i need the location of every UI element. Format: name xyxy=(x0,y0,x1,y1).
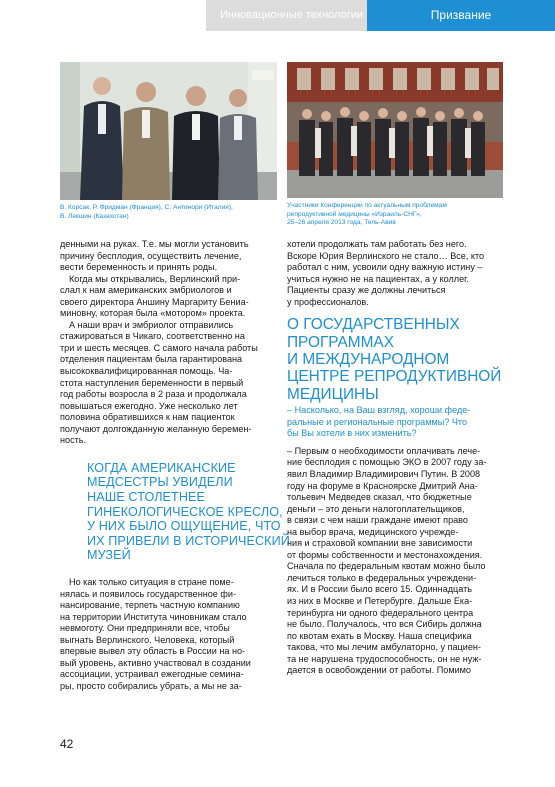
text-line: миновну, которая была «мотором» проекта. xyxy=(60,308,246,319)
text-line: три и шесть месяцев. С самого начала работы xyxy=(60,342,258,353)
photo-speakers-image xyxy=(60,62,277,200)
caption-line: Участники Конференции по актуальным проблемам xyxy=(287,202,447,209)
text-line: ность. xyxy=(60,435,87,446)
quote-line: НАШЕ СТОЛЕТНЕЕ xyxy=(87,490,206,505)
text-line: теринбурга ни одного федерального центра xyxy=(287,607,474,618)
heading-line: МЕДИЦИНЫ xyxy=(287,385,379,403)
text-line: тольевич Медведев сказал, что бюджетные xyxy=(287,492,472,503)
text-line: по квотам ехать в Москву. Наша специфика xyxy=(287,630,472,641)
question-line: ральные и региональные программы? Что xyxy=(287,416,468,427)
section-heading xyxy=(287,316,503,403)
photo-speakers xyxy=(60,62,277,200)
heading-line: И МЕЖДУНАРОДНОМ xyxy=(287,351,450,369)
quote-line: МУЗЕЙ xyxy=(87,548,131,563)
header-category: Призвание xyxy=(367,0,555,31)
heading-line: ПРОГРАММАХ xyxy=(287,333,394,351)
photo-conference-group xyxy=(287,62,503,198)
text-line: причину бесплодия, осуществить лечение, xyxy=(60,250,242,261)
header-section: Инновационные технологии xyxy=(206,0,367,31)
question-line: бы Вы хотели в них изменить? xyxy=(287,428,417,439)
text-line: – Первым о необходимости оплачивать лече- xyxy=(287,445,481,456)
photo-group-caption xyxy=(287,202,503,228)
quote-line: МЕДСЕСТРЫ УВИДЕЛИ xyxy=(87,475,233,490)
text-line: Когда мы открывались, Верлинский при- xyxy=(69,273,241,284)
text-line: Но как только ситуация в стране поме- xyxy=(69,577,234,587)
text-line: не было. Получалось, что вся Сибирь должна xyxy=(287,619,482,630)
text-line: дается в освобождении от работы. Помимо xyxy=(287,665,471,676)
text-line: год работы возросла в 2 раза и продолжала xyxy=(60,389,247,400)
quote-line: ИХ ПРИВЕЛИ В ИСТОРИЧЕСКИЙ xyxy=(87,533,290,548)
text-line: в связи с чем наши граждане имеют право xyxy=(287,515,468,526)
quote-line: ГИНЕКОЛОГИЧЕСКОЕ КРЕСЛО, xyxy=(87,504,283,519)
caption-line: репродуктивной медицины «Израиль-СНГ», xyxy=(287,210,422,218)
text-line: А наши врач и эмбриолог отправились xyxy=(69,319,234,330)
text-line: на территории Института чиновникам стало xyxy=(60,611,247,622)
text-line: Сначала по федеральным квотам можно было xyxy=(287,561,486,572)
text-line: половина обратившихся к нам пациенток xyxy=(60,412,235,423)
text-line: году на форуме в Красноярске Дмитрий Ана- xyxy=(287,480,478,491)
paragraph-block xyxy=(60,577,278,692)
text-line: отделения пациентам была гарантирована xyxy=(60,354,243,365)
text-line: хотели продолжать там работать без него. xyxy=(287,239,467,249)
text-line: стажироваться в Чикаго, соответственно на xyxy=(60,331,245,342)
text-line: денными на руках. Т.е. мы могли установить xyxy=(60,239,249,249)
text-line: повышаться ежегодно. Уже несколько лет xyxy=(60,400,238,411)
photo-speakers-caption xyxy=(60,204,277,221)
text-column-left xyxy=(60,239,290,692)
paragraph-block xyxy=(287,239,503,308)
quote-line: КОГДА АМЕРИКАНСКИЕ xyxy=(87,460,236,475)
text-line: выгнать Верлинского. Человека, который xyxy=(60,634,235,645)
text-line: нансирование, терпеть частную компанию xyxy=(60,600,240,611)
paragraph-block xyxy=(287,446,503,677)
text-line: стота наступления беременности в первый xyxy=(60,377,244,388)
text-line: та не нарушена трудоспособность, он не нуж- xyxy=(287,653,482,664)
quote-line: У НИХ БЫЛО ОЩУЩЕНИЕ, ЧТО xyxy=(87,519,281,534)
text-line: такова, что мы лечим амбулаторно, у пациен- xyxy=(287,642,481,653)
text-line: нялась и появилось государственное фи- xyxy=(60,588,236,599)
text-line: впервые вывел эту область в России на но- xyxy=(60,646,246,657)
text-line: невмоготу. Они предприняли все, чтобы xyxy=(60,623,230,634)
page-header xyxy=(206,0,555,31)
text-line: лечиться только в федеральных учреждени- xyxy=(287,572,477,583)
pull-quote xyxy=(60,460,290,563)
text-line: вести беременность и принять роды. xyxy=(60,262,218,273)
text-line: ния и страховой компании вне зависимости xyxy=(287,538,473,549)
paragraph-block xyxy=(60,239,278,447)
interview-question xyxy=(287,405,503,440)
question-line: – Насколько, на Ваш взгляд, хороши феде- xyxy=(287,405,471,416)
caption-line: 25–26 апреля 2013 года, Тель-Авив xyxy=(287,219,396,226)
text-line: слал к нам американских эмбриологов и xyxy=(60,285,232,296)
text-line: Вскоре Юрия Верлинского не стало… Все, кто xyxy=(287,250,485,261)
text-line: работал с ним, усвоили одну важную истину – xyxy=(287,262,483,273)
caption-line: В. Лекшин (Казахстан) xyxy=(60,212,129,220)
text-line: явил Владимир Владимирович Путин. В 2008 xyxy=(287,468,481,479)
caption-line: В. Корсак, Р. Фридман (Франция), С. Антинори (Италия), xyxy=(60,204,233,211)
text-line: ассоциации, устраивал ежегодные семина- xyxy=(60,669,244,680)
text-column-right xyxy=(287,239,503,677)
heading-line: ЦЕНТРЕ РЕПРОДУКТИВНОЙ xyxy=(287,368,502,386)
text-line: своего директора Аншину Маргариту Бениа- xyxy=(60,296,249,307)
page-number: 42 xyxy=(60,737,74,751)
heading-line: О ГОСУДАРСТВЕННЫХ xyxy=(287,316,460,334)
text-line: ях. И в России было всего 15. Одиннадцать xyxy=(287,584,473,595)
text-line: на выбор врача, медицинского учрежде- xyxy=(287,526,459,537)
text-line: учиться нужно не на пациентах, а у коллег. xyxy=(287,273,469,284)
text-line: ние бесплодия с помощью ЭКО в 2007 году за- xyxy=(287,457,487,468)
text-line: от формы собственности и местонахождения. xyxy=(287,549,483,560)
text-line: деньги – это деньги налогоплательщиков, xyxy=(287,503,465,514)
photo-group-image xyxy=(287,62,503,198)
text-line: из них в Москве и Петербурге. Дальше Ека- xyxy=(287,595,473,606)
text-line: ры, просто собирались убрать, а мы не за- xyxy=(60,680,242,691)
text-line: у профессионалов. xyxy=(287,296,369,307)
text-line: получают долгожданную желанную беремен- xyxy=(60,423,252,434)
text-line: Пациенты сразу же должны лечиться xyxy=(287,285,446,296)
text-line: вый уровень, активно участвовал в создании xyxy=(60,657,251,668)
text-line: высококвалифицированная помощь. Ча- xyxy=(60,366,233,377)
